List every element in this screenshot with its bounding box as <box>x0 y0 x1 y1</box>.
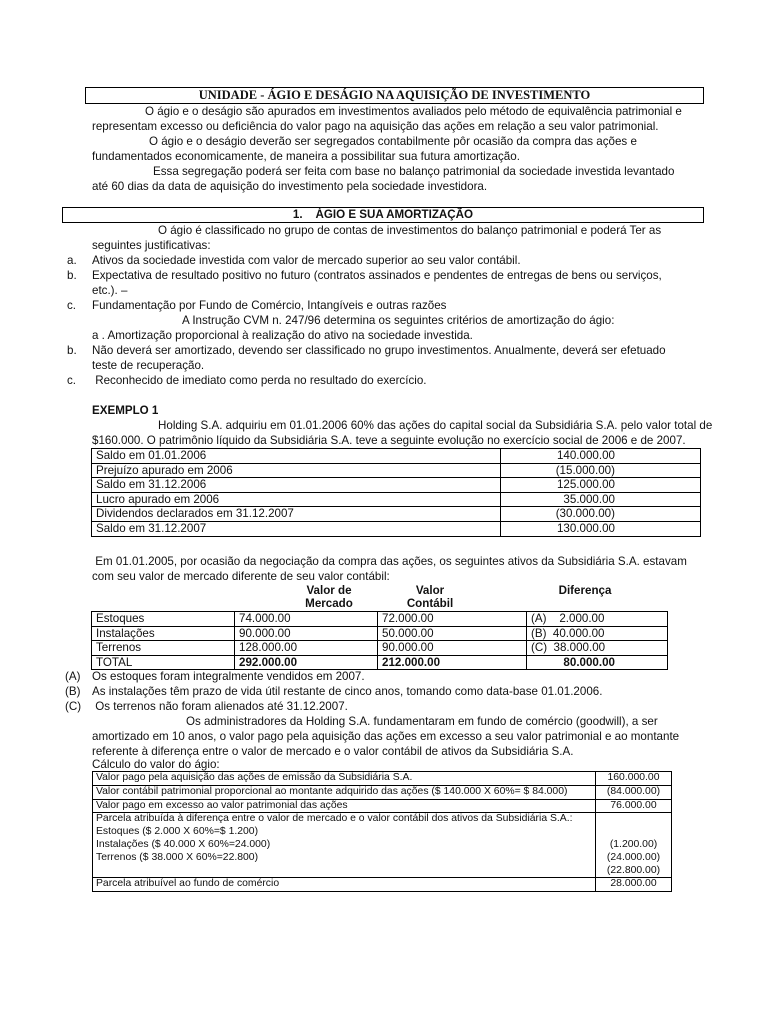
col-header-diferenca: Diferença <box>558 584 612 597</box>
intro-line-4: fundamentados economicamente, de maneira a possibilitar sua futura amortização. <box>92 150 520 163</box>
table-row: Parcela atribuível ao fundo de comércio 28.000.00 <box>93 878 672 892</box>
admin-line-1: Os administradores da Holding S.A. fundamentaram em fundo de comércio (goodwill), a ser <box>186 715 658 728</box>
table-row: Valor contábil patrimonial proporcional ao montante adquirido das ações ($ 140.000 X 60%= $ 84.000) (84.000.00) <box>93 785 672 799</box>
table-row: Dividendos declarados em 31.12.2007 (30.000.00) <box>92 507 701 522</box>
admin-line-3: referente à diferença entre o valor de mercado e o valor contábil de ativos da Subsidiária S.A. <box>92 745 574 758</box>
intro-line-2: representam excesso ou deficiência do valor pago na aquisição das ações em relação a seu valor patrimonial. <box>92 120 659 133</box>
example-para-1: Holding S.A. adquiriu em 01.01.2006 60% das ações do capital social da Subsidiária S.A. pelo valor total de <box>158 419 713 432</box>
list-item-cont: etc.). – <box>92 284 128 297</box>
intro-line-1: O ágio e o deságio são apurados em investimentos avaliados pelo método de equivalência patrimonial e <box>145 105 682 118</box>
table-row-total: TOTAL 292.000.00 212.000.00 80.000.00 <box>92 655 668 670</box>
note-marker: (A) <box>65 670 81 683</box>
note-marker: (B) <box>65 685 81 698</box>
criterion-a: a . Amortização proporcional à realização do ativo na sociedade investida. <box>92 329 473 342</box>
table-row: Parcela atribuída à diferença entre o valor de mercado e o valor contábil dos ativos da Subsidiária S.A.: Estoques ($ 2.000 X 60%=$ 1.200) Instalações ($ 40.000 X 60%=24.000) Terrenos ($ 38.000 X 60%=22.800) (1.200.00) (24.000.00) (22.800.00) <box>93 813 672 878</box>
intro-line-6: até 60 dias da data de aquisição do investimento pela sociedade investidora. <box>92 180 488 193</box>
col-header-mercado-2: Mercado <box>305 597 353 610</box>
col-header-contabil-2: Contábil <box>406 597 454 610</box>
equity-evolution-table <box>91 448 701 537</box>
list-item: Reconhecido de imediato como perda no resultado do exercício. <box>92 374 427 387</box>
table-row: Prejuízo apurado em 2006 (15.000.00) <box>92 463 701 478</box>
section-para-2: seguintes justificativas: <box>92 239 211 252</box>
section-para-1: O ágio é classificado no grupo de contas de investimentos do balanço patrimonial e poderá Ter as <box>158 224 662 237</box>
table-row: Lucro apurado em 2006 35.000.00 <box>92 492 701 507</box>
goodwill-calc-table <box>92 771 672 892</box>
table-row: Saldo em 31.12.2006 125.000.00 <box>92 478 701 493</box>
page-title: UNIDADE - ÁGIO E DESÁGIO NA AQUISIÇÃO DE INVESTIMENTO <box>85 87 704 104</box>
list-marker: b. <box>67 269 77 282</box>
table-row: Valor pago pela aquisição das ações de emissão da Subsidiária S.A. 160.000.00 <box>93 772 672 786</box>
list-item: Não deverá ser amortizado, devendo ser classificado no grupo investimentos. Anualmente, deverá ser efetuado <box>92 344 666 357</box>
example-heading: EXEMPLO 1 <box>92 404 159 417</box>
section-heading: 1. ÁGIO E SUA AMORTIZAÇÃO <box>62 207 704 223</box>
list-item: Ativos da sociedade investida com valor de mercado superior ao seu valor contábil. <box>92 254 521 267</box>
example-para-3: Em 01.01.2005, por ocasião da negociação da compra das ações, os seguintes ativos da Subsidiária S.A. estavam <box>92 555 687 568</box>
table-row: Valor pago em excesso ao valor patrimonial das ações 76.000.00 <box>93 799 672 813</box>
note-text: Os estoques foram integralmente vendidos em 2007. <box>92 670 365 683</box>
col-header-mercado: Valor de <box>306 584 352 597</box>
list-marker: a. <box>67 254 77 267</box>
example-para-4: com seu valor de mercado diferente de seu valor contábil: <box>92 570 390 583</box>
table-row: Terrenos 128.000.00 90.000.00 (C) 38.000.00 <box>92 641 668 656</box>
list-item: Fundamentação por Fundo de Comércio, Intangíveis e outras razões <box>92 299 447 312</box>
list-item: Expectativa de resultado positivo no futuro (contratos assinados e pendentes de entregas de bens ou serviços, <box>92 269 662 282</box>
example-para-2: $160.000. O patrimônio líquido da Subsidiária S.A. teve a seguinte evolução no exercício social de 2006 e de 2007. <box>92 434 686 447</box>
note-text: As instalações têm prazo de vida útil restante de cinco anos, tomando como data-base 01.01.2006. <box>92 685 603 698</box>
table-row: Estoques 74.000.00 72.000.00 (A) 2.000.00 <box>92 612 668 627</box>
intro-line-3: O ágio e o deságio deverão ser segregados contabilmente pôr ocasião da compra das ações e <box>149 135 637 148</box>
table-row: Saldo em 01.01.2006 140.000.00 <box>92 449 701 464</box>
cvm-instruction: A Instrução CVM n. 247/96 determina os seguintes critérios de amortização do ágio: <box>182 314 615 327</box>
note-text: Os terrenos não foram alienados até 31.12.2007. <box>92 700 348 713</box>
col-header-contabil: Valor <box>415 584 445 597</box>
table-row: Instalações 90.000.00 50.000.00 (B) 40.000.00 <box>92 626 668 641</box>
intro-line-5: Essa segregação poderá ser feita com base no balanço patrimonial da sociedade investida levantado <box>153 165 675 178</box>
table-row: Saldo em 31.12.2007 130.000.00 <box>92 521 701 536</box>
admin-line-2: amortizado em 10 anos, o valor pago pela aquisição das ações em excesso a seu valor patrimonial e ao montante <box>92 730 680 743</box>
calc-title: Cálculo do valor do ágio: <box>92 758 220 771</box>
list-marker: b. <box>67 344 77 357</box>
note-marker: (C) <box>65 700 82 713</box>
list-marker: c. <box>67 374 77 387</box>
list-marker: c. <box>67 299 77 312</box>
list-item-cont: teste de recuperação. <box>92 359 205 372</box>
assets-table <box>91 611 668 670</box>
